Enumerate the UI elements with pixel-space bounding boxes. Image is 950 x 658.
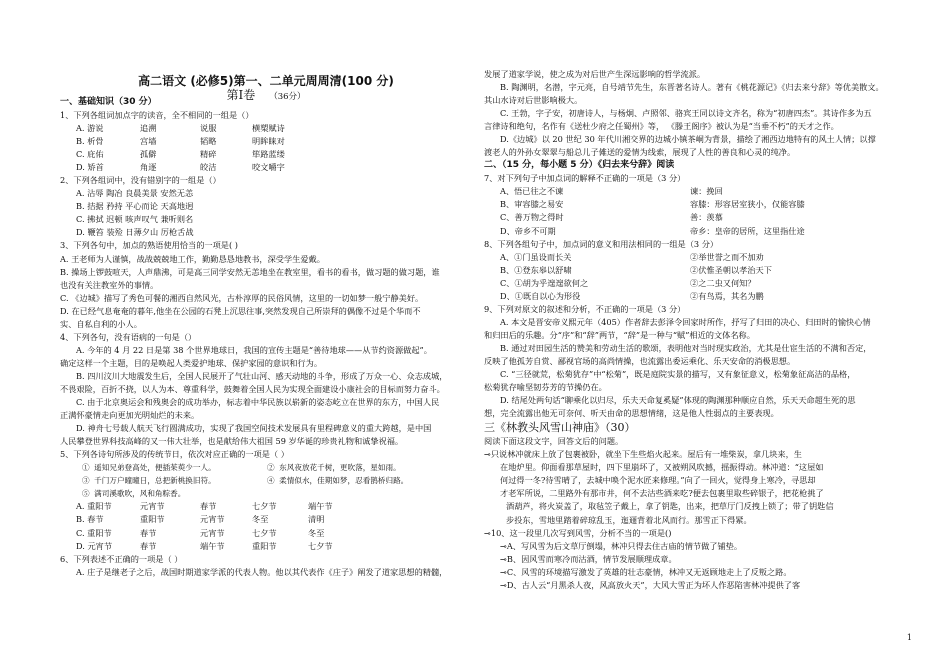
option-cell: 筚路蓝缕 [252,149,285,160]
option-row [484,264,894,277]
option-cell: D. 矫首 [76,162,104,173]
section-heading: 二、（15 分，每小题 5 分）《归去来兮辞》阅读 [484,160,675,171]
text-line: B. 通过对田园生活的赞美和劳动生活的歌颂，表明他对当时现实政治，尤其是仕宦生活的不满和否定， [500,342,872,353]
text-line: 5、下列各诗句所涉及的传统节日，依次对应正确的一项是（ ） [60,449,289,460]
text-line: ⊸只说林冲就床上放了包裹被卧，就坐下生些焰火起来。屋后有一堆柴炭，拿几块来，生 [484,449,802,460]
option-cell: 明眸睐对 [252,136,285,147]
option-cell: ②伏惟圣朝以孝治天下 [690,264,772,275]
option-row [60,527,472,540]
option-row [60,122,472,135]
text-line: ⊸D、古人云“月黑杀人夜，风高放火天”，大风大雪正为坏人作恶陷害林冲提供了客 [500,579,801,590]
text-line: A. 今年的 4 月 22 日是第 38 个世界地球日，我国的宣传主题是“善待地球——从节约资源做起”。 [76,344,432,355]
option-cell: B. 春节 [76,514,104,525]
option-row [60,148,472,161]
text-line: 3、下列各句中，加点的熟语使用恰当的一项是( ) [60,240,238,251]
text-line: 确定这样一个主题，目的是唤起人类爱护地球、保护家园的意识和行为。 [60,357,323,368]
text-line: B. 拮据 矜持 平心而论 天高地迥 [76,201,194,212]
text-line: C. 由于北京奥运会和残奥会的成功举办，标志着中华民族以崭新的姿态屹立在世界的东方，中国人民 [76,397,440,408]
option-cell: 元宵节 [200,527,225,538]
option-row [484,225,894,238]
option-row [484,211,894,224]
option-row [60,135,472,148]
text-line: 7、对下列句子中加点词的解释不正确的一项是（3 分） [484,173,686,184]
option-cell: 精碎 [200,149,217,160]
text-line: 发展了道家学说，使之成为对后世产生深远影响的哲学流派。 [484,69,706,79]
option-row [484,277,894,290]
option-cell: 冬至 [308,527,325,538]
text-line: C. 拂拭 迟顿 咳声叹气 兼听则名 [76,214,194,225]
text-line: D. 在已经气息奄奄的暮年,他坐在公园的石凳上沉思往事,突然发现自己所崇拜的偶像不过是个华而不 [60,305,421,316]
text-line: 步投东，雪地里踏着碎琼乱玉，迤逦背着北风而行。那雪正下得紧。 [506,514,752,525]
option-cell: A. 重阳节 [76,501,112,512]
option-cell: 皎洁 [200,162,217,173]
option-row [60,540,472,553]
option-cell: 重阳节 [252,540,277,551]
section-heading: 三《林教头风雪山神庙》（30） [484,421,636,435]
text-line: A. 王老师为人谨慎，战战兢兢地工作，勤勤恳恳地教书，深受学生爱戴。 [60,253,325,264]
option-cell: 春节 [140,540,157,551]
text-line: ⊸A、写风雪为后文草厅倒塌，林冲只得去住古庙的情节做了铺垫。 [500,540,743,551]
poem-line [60,474,472,487]
text-line: D. 鞭笞 装殓 日薄夕山 厉枪舌战 [76,227,194,238]
option-cell: 冬至 [252,514,269,525]
text-line: 才老军所说，二里路外有那市井，何不去沽些酒来吃?便去包裹里取些碎银子，把花枪挑了 [500,488,824,499]
text-line: 实、自私自利的小人。 [60,318,142,329]
text-line: 松菊犹存喻坚韧芬芳的节操仍在。 [484,382,607,393]
option-cell: 角逐 [140,162,157,173]
option-row [484,185,894,198]
text-line: 在地炉里。仰面看那草屋时，四下里崩坏了，又被朔风吹撼，摇振得动。林冲道：“这屋如 [500,462,824,473]
option-cell: C. 重阳节 [76,527,112,538]
text-line: A. 沾辱 陶冶 良晨美景 安然无恙 [76,188,194,199]
text-line: D. 神舟七号载人航天飞行圆满成功，实现了我国空间技术发展具有里程碑意义的重大跨越，是中国 [76,423,432,434]
text-line: 其山水诗对后世影响极大。 [484,95,583,106]
option-cell: 横槊赋诗 [252,123,285,134]
option-row [60,513,472,526]
option-row [484,198,894,211]
option-row [484,290,894,303]
option-cell: 重阳节 [140,514,165,525]
text-line: ⊸C、风雪的环境描写激发了英雄的壮志豪情，林冲又无返顾地走上了反叛之路。 [500,566,792,577]
option-cell: ②有鸟焉，其名为鹏 [690,290,764,301]
option-cell: 端午节 [200,540,225,551]
text-line: 不畏艰险，百折不挠，以人为本、尊重科学，鼓舞着全国人民为实现全面建设小康社会的目标而努力奋斗。 [60,383,445,394]
text-line: B. 四川汶川大地震发生后，全国人民展开了气壮山河、感天动地的斗争，形成了万众一心、众志成城， [76,370,448,381]
option-cell: ③ 千门万户曈曈日，总把新桃换旧符。 [82,476,216,486]
option-cell: C. 庇佑 [76,149,104,160]
option-cell: A、①门虽设而长关 [500,251,572,262]
option-cell: 说服 [200,123,217,134]
text-line: B. 操场上锣鼓喧天，人声鼎沸，可是高三同学安然无恙地坐在教室里，看书的看书，做习题的做习题，谁 [60,266,440,277]
option-cell: 帝乡：皇帝的居所，这里指仕途 [690,225,805,236]
volume-label: 第Ⅰ卷 [226,88,256,102]
text-line: 渡老人的外孙女翠翠与船总儿子傩送的爱情为线索，展现了人性的善良和心灵的纯净。 [484,147,796,158]
option-cell: 善：羡慕 [690,212,723,223]
option-cell: C、善万物之得时 [500,212,564,223]
text-line: 酒葫芦，将火炭盖了，取毡笠子戴上，拿了钥匙，出来，把草厅门反拽上锁了；带了钥匙信 [506,501,834,512]
poem-line [60,461,472,474]
text-line: 人民攀登世界科技高峰的又一伟大壮举，也是献给伟大祖国 59 岁华诞的珍贵礼物和诚挚祝福。 [60,436,404,447]
option-cell: ⑤ 满司溪歌吹，风和角粽香。 [82,489,186,499]
option-cell: 谏：挽回 [690,186,723,197]
option-cell: 春节 [140,527,157,538]
option-cell: 追溯 [140,123,157,134]
option-cell: B、①登东皋以舒啸 [500,264,572,275]
option-cell: 元宵节 [140,501,165,512]
text-line: 反映了他孤芳自赏、鄙视官场的高尚情操，也流露出委运乘化、乐天安命的消极思想。 [484,355,796,366]
option-cell: 清明 [308,514,325,525]
text-line: 6、下列表述不正确的一项是（ ） [60,553,183,564]
page-number: 1 [906,633,912,642]
option-cell: 七夕节 [308,540,333,551]
left-column [60,96,472,579]
poem-line [60,487,472,500]
text-line: 和归田后的乐趣。分“序”和“辞”两节，“辞”是一种与“赋”相近的文体名称。 [484,329,755,340]
option-row [484,251,894,264]
option-cell: 孤僻 [140,149,157,160]
option-cell: 春节 [200,501,217,512]
option-cell: ① 遥知兄弟登高处，便插茱萸少一人。 [82,463,216,473]
option-cell: C、①胡为乎遑遑欲何之 [500,277,589,288]
text-line: A. 本文是晋安帝义熙元年（405）作者辞去彭泽令回家时所作，抒写了归田的决心、归田时的愉快心情 [500,316,871,327]
option-row [60,500,472,513]
text-line: ⊸B、因风雪而寒冷而沽酒，情节发展顺理成章。 [500,553,677,564]
text-line: A. 庄子是继老子之后，战国时期道家学派的代表人物。他以其代表作《庄子》阐发了道家思想的精髓， [76,566,448,577]
text-line: 4、下列各句，没有语病的一句是（） [60,331,197,342]
text-line: B. 陶渊明，名潜，字元亮，自号靖节先生，东晋著名诗人。著有《桃花源记》《归去来兮辞》等优美散文。 [500,82,884,93]
option-cell: A. 游说 [76,123,104,134]
text-line: 阅读下面这段文字，回答文后的问题。 [484,436,624,447]
right-column [484,68,894,592]
text-line: C. 《边城》描写了秀色可餐的湘西自然风光，古朴淳厚的民俗风情，这里的一切如梦一般宁静美好。 [60,292,424,303]
option-cell: 容膝：形容居室狭小，仅能容膝 [690,199,805,210]
text-line: 也没有关注教室外的事情。 [60,279,159,290]
text-line: 想，完全流露出他无可奈何、听天由命的思想情绪，这是他人性弱点的主要表现。 [484,408,779,419]
section-heading: 一、基础知识（30 分） [60,97,157,107]
option-cell: 元宵节 [200,514,225,525]
text-line: 何过得一冬?待雪晴了，去城中唤个泥水匠来修理。”向了一回火，觉得身上寒冷，寻思却 [500,475,816,486]
option-cell: 端午节 [308,501,333,512]
option-cell: ④ 柔情似水，佳期如梦，忍看鹊桥归路。 [267,476,409,486]
option-cell: D. 元宵节 [76,540,113,551]
option-cell: B、审容膝之易安 [500,199,564,210]
text-line: D. 结尾处两句话“聊乘化以归尽，乐夫天命复奚疑”体现的陶渊那种顺应自然，乐天天命超生死的思 [500,395,856,406]
text-line: 正满怀豪情走向更加光明灿烂的未来。 [60,410,200,421]
option-cell: 宫墙 [140,136,157,147]
text-line: 1、下列各组词加点字的读音，全不相同的一组是（） [60,110,254,120]
text-line: ⊸10、这一段里几次写到风雪，分析不当的一项是() [484,527,672,538]
option-cell: ②举世誉之而不加劝 [690,251,764,262]
volume-score: （36分） [269,92,306,102]
option-cell: 韬略 [200,136,217,147]
text-line: C. 王勃，字子安，初唐诗人，与杨炯、卢照邻、骆宾王同以诗文齐名，称为“初唐四杰”。其诗作多为五 [500,108,872,119]
option-cell: A、悟已往之不谏 [500,186,564,197]
text-line: C. “三径就荒，松菊犹存”中“松菊”，既是庭院实景的描写，又有象征意义，松菊象征高洁的品格， [500,369,856,380]
option-cell: ②之二虫又何知？ [690,277,756,288]
option-cell [267,487,452,500]
option-cell: D、帝乡不可期 [500,225,556,236]
exam-title: 高二语文 (必修5)第一、二单元周周清(100 分) [138,74,394,88]
text-line: 言律诗和绝句，名作有《送杜少府之任蜀州》等， 《滕王阁序》被认为是“当垂不朽”的天才之作。 [484,121,839,132]
option-cell: 七夕节 [252,527,277,538]
option-cell: D、①既自以心为形役 [500,290,581,301]
option-cell: 七夕节 [252,501,277,512]
option-cell: 咬文嚼字 [252,162,285,173]
text-line: 8、下列各组句子中，加点词的意义和用法相同的一组是（3 分） [484,238,719,249]
option-cell: ② 东风夜放花千树，更吹落，星如雨。 [267,463,401,473]
option-cell: B. 析骨 [76,136,104,147]
text-line: 9、下列对原文的叙述和分析，不正确的一项是（3 分） [484,303,686,314]
text-line: D.《边城》以 20 世纪 30 年代川湘交界的边城小镇茶峒为背景，描绘了湘西边地特有的风土人情；以撑 [500,134,876,145]
option-row [60,161,472,174]
text-line: 2、下列各组词中，没有错别字的一组是（） [60,175,221,186]
